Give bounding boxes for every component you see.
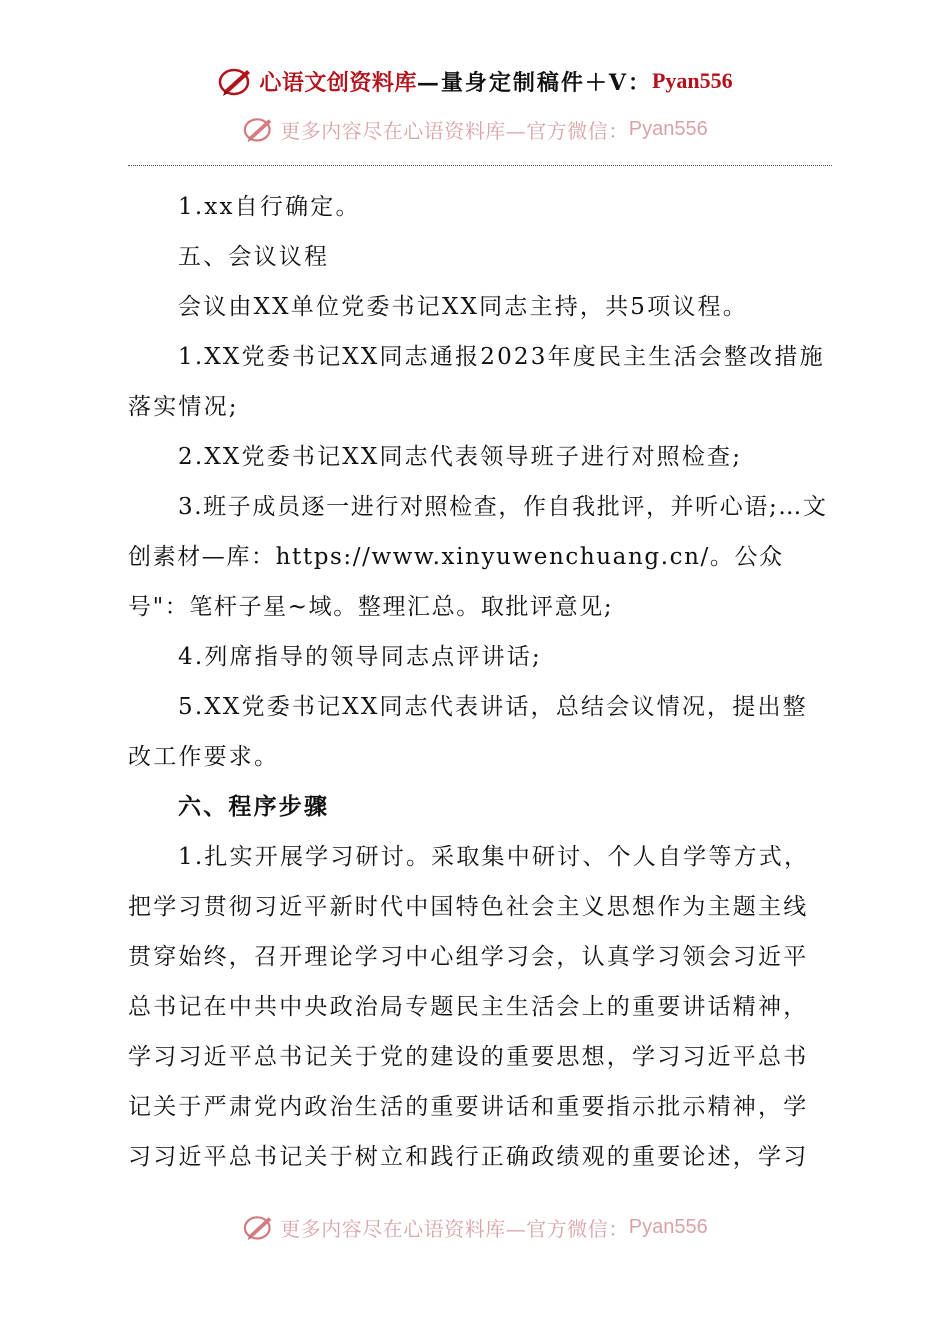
- paragraph: 3.班子成员逐一进行对照检查，作自我批评，并听心语;…文创素材—库：https://www.xinyuwenchuang.cn/。公众号"：笔杆子星~域。整理汇总。取批评意见;: [128, 494, 828, 620]
- document-body: [128, 182, 832, 1182]
- header-sub-text: 更多内容尽在心语资料库—官方微信：: [280, 118, 629, 143]
- footer-watermark: [0, 1212, 950, 1242]
- paragraph: 1.扎实开展学习研讨。采取集中研讨、个人自学等方式，把学习贯彻习近平新时代中国特色社会主义思想作为主题主线贯穿始终，召开理论学习中心组学习会，认真学习领会习近平总书记在中共中央政治局专题民主生活会上的重要讲话精神，学习习近平总书记关于党的建设的重要思想，学习习近平总书记关于严肃党内政治生活的重要讲话和重要指示批示精神，学习习近平总书记关于树立和践行正确政绩观的重要论述，学习: [128, 844, 810, 1170]
- paragraph: 5.XX党委书记XX同志代表讲话，总结会议情况，提出整改工作要求。: [128, 694, 808, 770]
- section-heading: 六、程序步骤: [178, 793, 330, 820]
- pen-logo-icon: [217, 64, 255, 98]
- header-divider: [128, 165, 832, 166]
- brand-slogan: —量身定制稿件＋V：: [416, 69, 652, 96]
- paragraph: 会议由XX单位党委书记XX同志主持，共5项议程。: [178, 294, 748, 320]
- footer-sub-contact: Pyan556: [628, 1215, 708, 1238]
- footer-sub-text: 更多内容尽在心语资料库—官方微信：: [280, 1216, 629, 1241]
- header-sub-contact: Pyan556: [628, 117, 708, 140]
- pen-logo-icon: [242, 114, 276, 144]
- paragraph: 4.列席指导的领导同志点评讲话;: [178, 644, 542, 670]
- brand-name: 心语文创资料库: [259, 69, 417, 96]
- paragraph: 2.XX党委书记XX同志代表领导班子进行对照检查;: [178, 444, 743, 470]
- paragraph: 1.xx自行确定。: [178, 194, 361, 220]
- section-heading: 五、会议议程: [178, 244, 330, 270]
- header-watermark: [0, 64, 950, 98]
- header-subtitle-watermark: [0, 114, 950, 144]
- paragraph: 1.XX党委书记XX同志通报2023年度民主生活会整改措施落实情况;: [128, 344, 825, 420]
- brand-contact: Pyan556: [651, 68, 733, 93]
- pen-logo-icon: [242, 1212, 276, 1242]
